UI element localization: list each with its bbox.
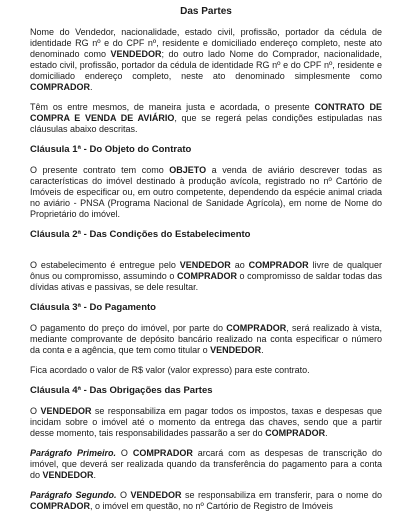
- clause-2-text-2: ao: [230, 260, 249, 270]
- parties-heading: Das Partes: [180, 6, 232, 17]
- clause-3-buyer-term: COMPRADOR: [226, 323, 287, 333]
- clause-3-vendor-term: VENDEDOR: [210, 345, 262, 355]
- clause-2-buyer-term-2: COMPRADOR: [176, 271, 237, 281]
- clause-4-p3-text-3: , o imóvel em questão, no nº Cartório de Registro de Imóveis: [90, 501, 333, 511]
- clause-3-text-3: .: [261, 345, 264, 355]
- clause-4-title: Cláusula 4ª - Das Obrigações das Partes: [30, 385, 213, 396]
- clause-3-text-2: , será realizado à vista, mediante comprovante de depósito bancário realizado na conta especificar o número da conta e a agência, que tem como titular o: [30, 323, 382, 355]
- clause-2-title: Cláusula 2ª - Das Condições do Estabelecimento: [30, 229, 251, 240]
- clause-1-title: Cláusula 1ª - Do Objeto do Contrato: [30, 144, 192, 155]
- parties-buyer-term: COMPRADOR: [30, 82, 90, 92]
- clause-4-paragraph-1: [30, 406, 382, 439]
- parties-text-3: .: [90, 82, 93, 92]
- intro-text-1: Têm os entre mesmos, de maneira justa e acordada, o presente: [30, 102, 315, 112]
- clause-4-p3-vendor-term: VENDEDOR: [130, 490, 182, 500]
- clause-4-paragraph-2: [30, 448, 382, 481]
- clause-1-text-2: a venda de aviário descrever todas as características do imóvel destinado à produção avícola, registrado no nº Cartório de Imóveis de especificar ou, em outro competente, dependendo da espécie animal criada no aviário - PNSA (Programa Nacional de Sanidade Agrícola), em nome de Nome do Proprietário do imóvel.: [30, 165, 383, 219]
- clause-3-paragraph-2: Fica acordado o valor de R$ valor (valor expresso) para este contrato.: [30, 365, 310, 375]
- clause-2-vendor-term: VENDEDOR: [179, 260, 231, 270]
- clause-1-text-1: O presente contrato tem como: [30, 165, 170, 175]
- clause-2-buyer-term: COMPRADOR: [248, 260, 309, 270]
- clause-3-text-1: O pagamento do preço do imóvel, por parte do: [30, 323, 227, 333]
- clause-2-text-4: o compromisso de saldar todas das dívidas ativas e passivas, se dele resultar.: [30, 271, 383, 292]
- parties-text-2: ; do outro lado Nome do Comprador, nacionalidade, estado civil, profissão, portador da cédula de identidade RG nº e do CPF nº, residente e domiciliado endereço completo, neste ato denominado simplesmente como: [30, 49, 382, 81]
- clause-4-p3-text-1: O: [116, 490, 131, 500]
- parties-vendor-term: VENDEDOR: [110, 49, 162, 59]
- clause-4-p3-text-2: se responsabiliza em transferir, para o nome do: [181, 490, 382, 500]
- clause-3-paragraph-1: [30, 323, 382, 356]
- clause-2-text-3: livre de qualquer ônus ou compromisso, assumindo o: [30, 260, 383, 281]
- clause-4-vendor-term: VENDEDOR: [40, 406, 92, 416]
- clause-4-buyer-term: COMPRADOR: [265, 428, 326, 438]
- intro-text-2: , que se regerá pelas condições estipuladas nas cláusulas abaixo descritas.: [30, 113, 382, 134]
- clause-3-title: Cláusula 3ª - Do Pagamento: [30, 302, 156, 313]
- clause-4-p2-text-3: .: [93, 470, 97, 480]
- clause-2-paragraph: [30, 260, 382, 293]
- clause-2-text-1: O estabelecimento é entregue pelo: [30, 260, 180, 270]
- clause-4-p2-buyer-term: COMPRADOR: [132, 448, 193, 458]
- clause-4-p2-text-2: arcará com as despesas de transcrição do imóvel, que deverá ser realizada quando da transferência do pagamento para a conta do: [30, 448, 382, 480]
- clause-4-p3-buyer-term: COMPRADOR: [30, 501, 90, 511]
- parties-paragraph: [30, 27, 382, 93]
- clause-4-text-2: se responsabiliza em pagar todos os impostos, taxas e despesas que incidam sobre o imóvel até o momento da entrega das chaves, sendo que a partir desse momento, tais responsabilidades passarão a ser do: [30, 406, 382, 438]
- clause-4-text-1: O: [30, 406, 41, 416]
- clause-1-object-term: OBJETO: [169, 165, 207, 175]
- paragraph-first-label: Parágrafo Primeiro.: [30, 448, 116, 458]
- intro-paragraph: [30, 102, 382, 135]
- parties-text-1: Nome do Vendedor, nacionalidade, estado civil, profissão, portador da cédula de identidade RG nº e do CPF nº, residente e domiciliado endereço completo, neste ato denominado como: [30, 27, 382, 59]
- blank-line: [30, 250, 382, 260]
- clause-4-p2-vendor-term: VENDEDOR: [42, 470, 94, 480]
- clause-4-p2-text-1: O: [115, 448, 133, 458]
- intro-contract-name: CONTRATO DE COMPRA E VENDA DE AVIÁRIO: [30, 102, 382, 123]
- clause-4-paragraph-3: [30, 490, 382, 512]
- clause-4-text-3: .: [325, 428, 328, 438]
- paragraph-second-label: Parágrafo Segundo.: [30, 490, 117, 500]
- clause-1-paragraph: [30, 165, 382, 220]
